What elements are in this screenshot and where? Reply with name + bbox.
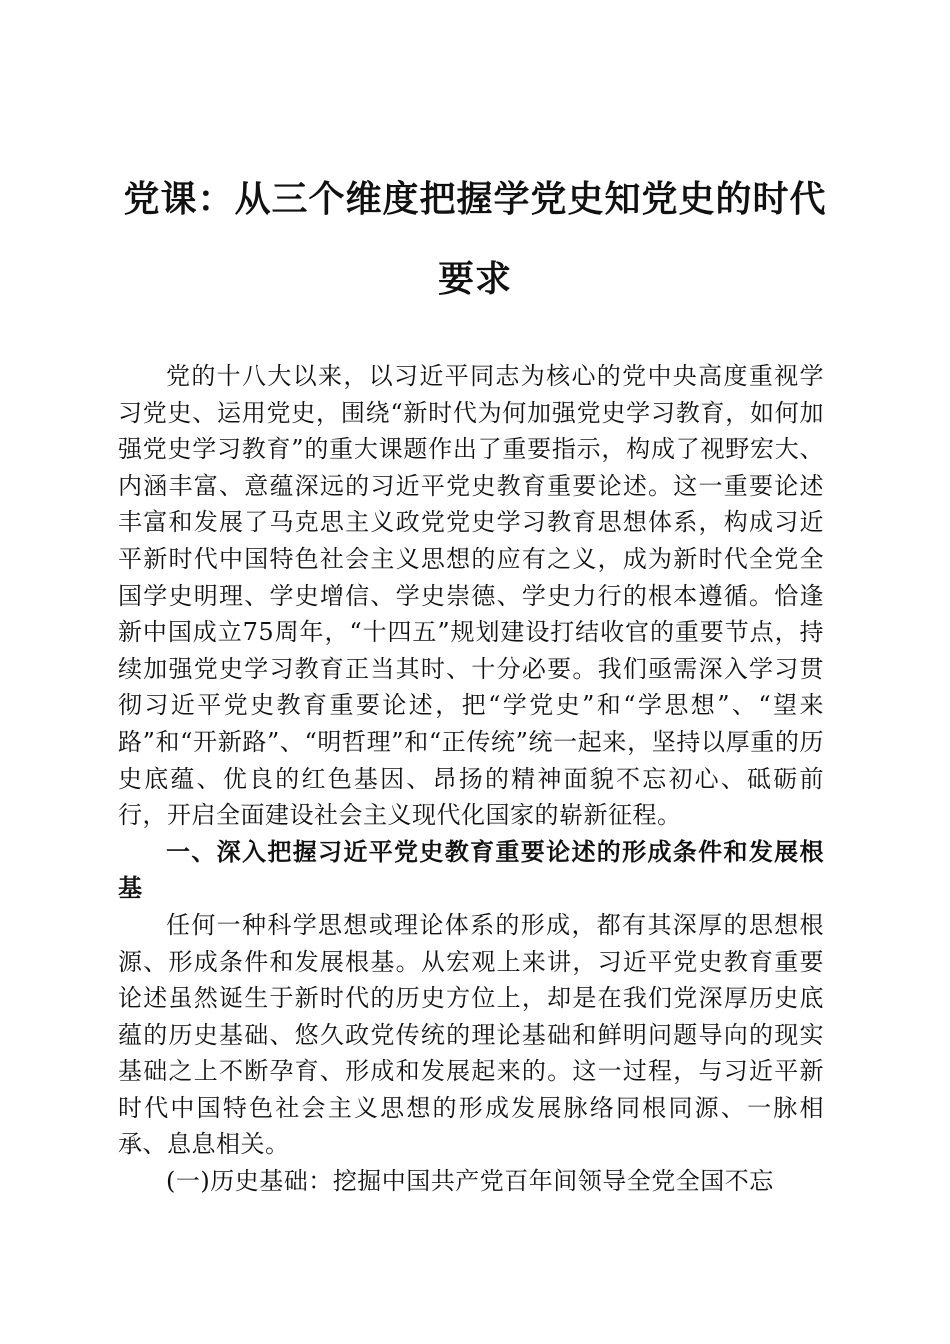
document-body bbox=[118, 358, 824, 1200]
section-heading: 一、深入把握习近平党史教育重要论述的形成条件和发展根基 bbox=[118, 837, 824, 903]
subsection-heading: (一)历史基础：挖掘中国共产党百年间领导全党全国不忘 bbox=[166, 1167, 774, 1196]
intro-paragraph: 党的十八大以来，以习近平同志为核心的党中央高度重视学习党史、运用党史，围绕“新时代为何加强党史学习教育，如何加强党史学习教育”的重大课题作出了重要指示，构成了视野宏大、内涵丰富、意蕴深远的习近平党史教育重要论述。这一重要论述丰富和发展了马克思主义政党党史学习教育思想体系，构成习近平新时代中国特色社会主义思想的应有之义，成为新时代全党全国学史明理、学史增信、学史崇德、学史力行的根本遵循。恰逢新中国成立75周年，“十四五”规划建设打结收官的重要节点，持续加强党史学习教育正当其时、十分必要。我们亟需深入学习贯彻习近平党史教育重要论述，把“学党史”和“学思想”、“望来路”和“开新路”、“明哲理”和“正传统”统一起来，坚持以厚重的历史底蕴、优良的红色基因、昂扬的精神面貌不忘初心、砥砺前行，开启全面建设社会主义现代化国家的崭新征程。 bbox=[118, 362, 824, 830]
section-paragraph: 任何一种科学思想或理论体系的形成，都有其深厚的思想根源、形成条件和发展根基。从宏观上来讲，习近平党史教育重要论述虽然诞生于新时代的历史方位上，却是在我们党深厚历史底蕴的历史基础、悠久政党传统的理论基础和鲜明问题导向的现实基础之上不断孕育、形成和发展起来的。这一过程，与习近平新时代中国特色社会主义思想的形成发展脉络同根同源、一脉相承、息息相关。 bbox=[118, 910, 824, 1159]
document-title: 党课：从三个维度把握学党史知党史的时代要求 bbox=[123, 179, 827, 300]
